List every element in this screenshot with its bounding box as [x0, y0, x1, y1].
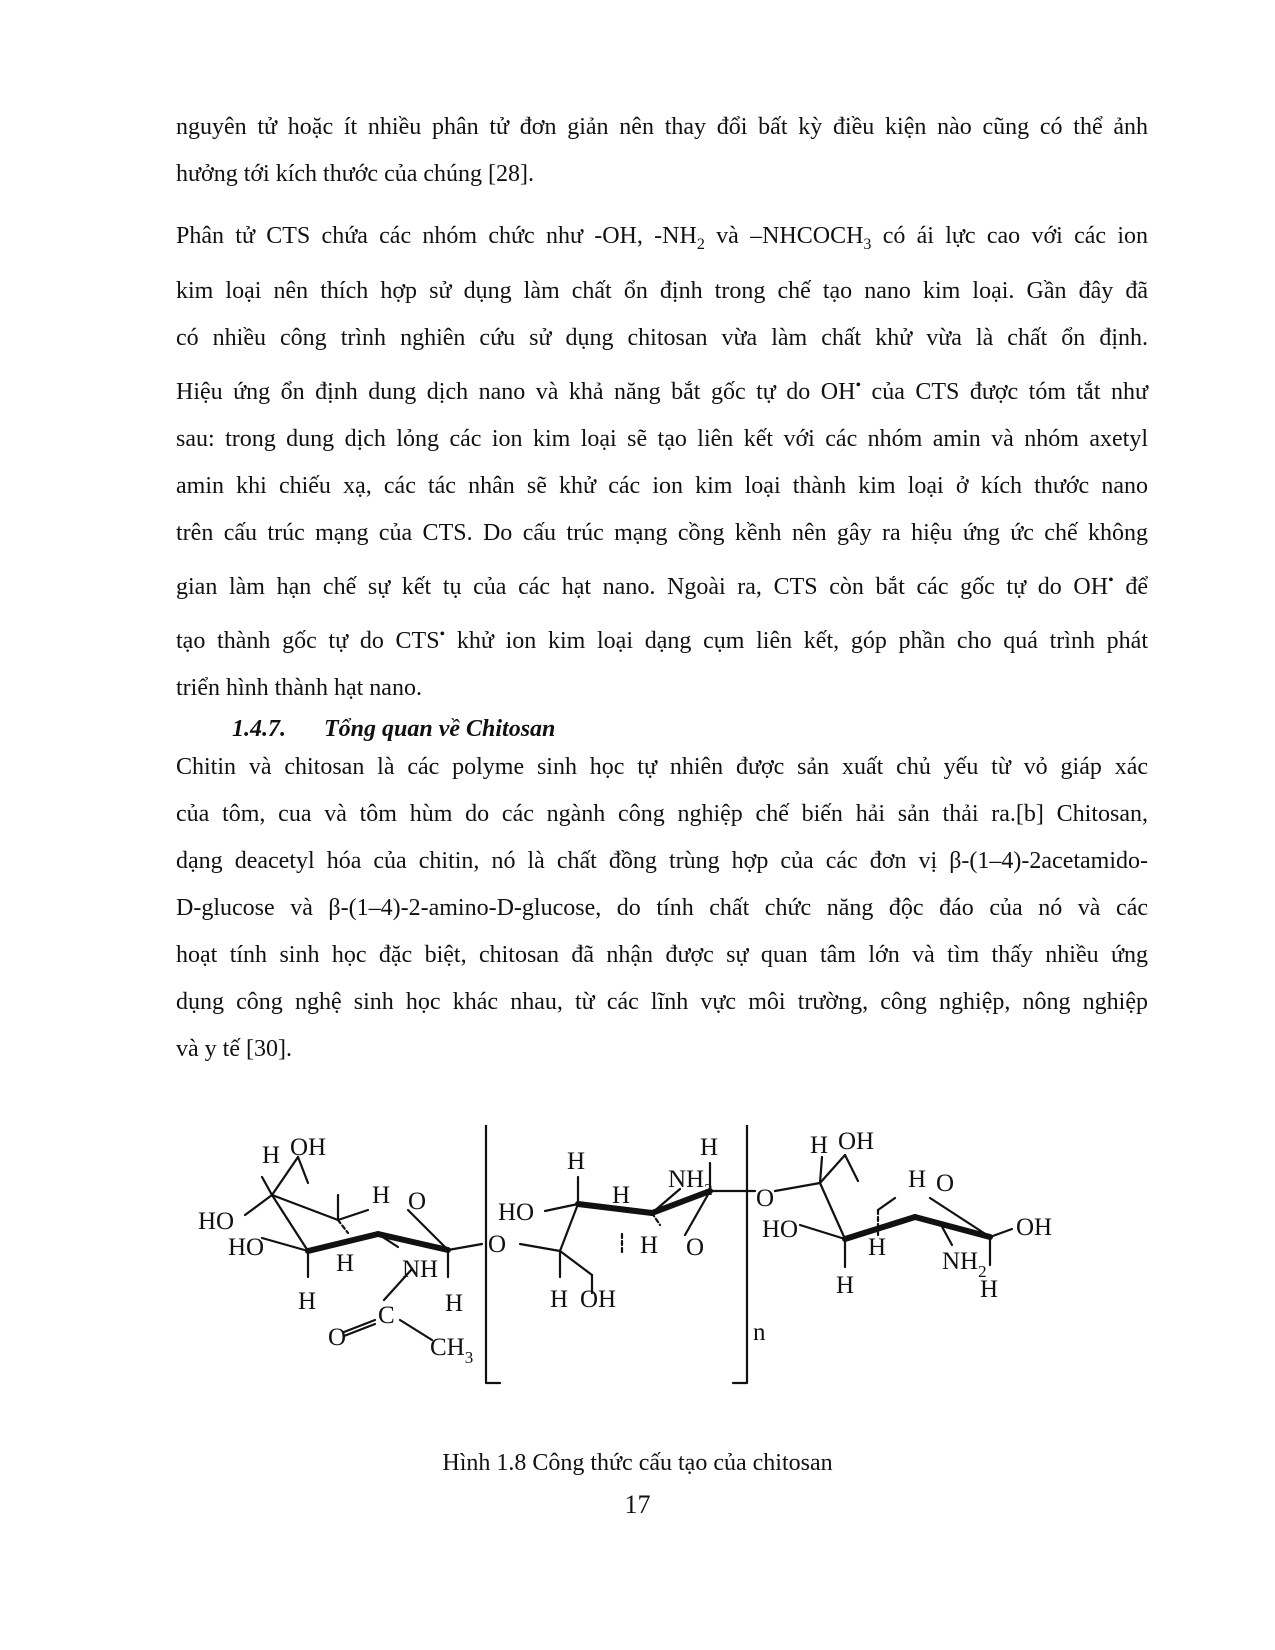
atom-label: HO [762, 1216, 799, 1243]
section-heading [232, 712, 555, 746]
text-line: hưởng tới kích thước của chúng [28]. [176, 161, 535, 187]
chitosan-structure-figure [190, 1125, 1120, 1425]
text-line: sau: trong dung dịch lỏng các ion kim loại sẽ tạo liên kết với các nhóm amin và nhóm axetyl [176, 425, 1148, 452]
atom-label: $NH_2$ [942, 1248, 987, 1281]
text-line: dụng công nghệ sinh học khác nhau, từ các lĩnh vực môi trường, công nghiệp, nông nghiệp [176, 989, 1148, 1015]
atom-label: H [700, 1134, 719, 1161]
paragraph-chitosan-overview [176, 744, 1148, 1073]
text-line: tạo thành gốc tự do CTS• khử ion kim loại dạng cụm liên kết, góp phần cho quá trình phát [176, 625, 1149, 654]
atom-label: OH [290, 1134, 327, 1161]
atom-label: O [686, 1234, 705, 1261]
atom-label: H [868, 1234, 887, 1261]
text-line: trên cấu trúc mạng của CTS. Do cấu trúc mạng cồng kềnh nên gây ra hiệu ứng ức chế không [176, 519, 1148, 546]
text-line: triển hình thành hạt nano. [176, 674, 422, 701]
section-number: 1.4.7. [232, 716, 286, 742]
atom-label: H [567, 1148, 586, 1175]
atom-label: HO [498, 1199, 535, 1226]
atom-label: HO [228, 1234, 265, 1261]
atom-label: HO [198, 1208, 235, 1235]
atom-label: OH [580, 1286, 617, 1313]
atom-label: H [372, 1182, 391, 1209]
paragraph-intro [176, 104, 1148, 198]
text-line: amin khi chiếu xạ, các tác nhân sẽ khử các ion kim loại thành kim loại ở kích thước nano [176, 472, 1148, 499]
atom-label: O [936, 1170, 955, 1197]
atom-label: O [756, 1185, 775, 1212]
atom-label: H [640, 1232, 659, 1259]
text-line: Chitin và chitosan là các polyme sinh học tự nhiên được sản xuất chủ yếu từ vỏ giáp xác [176, 754, 1148, 780]
text-line: D-glucose và β-(1–4)-2-amino-D-glucose, do tính chất chức năng độc đáo của nó và các [176, 895, 1148, 921]
text-line: dạng deacetyl hóa của chitin, nó là chất đồng trùng hợp của các đơn vị β-(1–4)-2acetamido- [176, 848, 1148, 874]
atom-label: H [262, 1142, 281, 1169]
figure-caption: Hình 1.8 Công thức cấu tạo của chitosan [442, 1450, 833, 1476]
text-line: và y tế [30]. [176, 1036, 292, 1062]
atom-label: C [378, 1302, 395, 1329]
atom-label: H [550, 1286, 569, 1313]
paragraph-cts-stabilization [176, 213, 1148, 712]
atom-label: NH [402, 1256, 439, 1283]
atom-label: H [445, 1290, 464, 1317]
atom-label: OH [1016, 1214, 1053, 1241]
atom-label: H [336, 1250, 355, 1277]
right-repeat-bracket [733, 1125, 747, 1383]
atom-label: H [298, 1288, 317, 1315]
text-line: gian làm hạn chế sự kết tụ của các hạt nano. Ngoài ra, CTS còn bắt các gốc tự do OH• để [176, 571, 1148, 600]
atom-label: H [980, 1276, 999, 1303]
text-line: Hiệu ứng ổn định dung dịch nano và khả năng bắt gốc tự do OH• của CTS được tóm tắt như [176, 376, 1148, 405]
atom-label: H [836, 1272, 855, 1299]
text-line: hoạt tính sinh học đặc biệt, chitosan đã nhận được sự quan tâm lớn và tìm thấy nhiều ứng [176, 942, 1148, 968]
text-line: của tôm, cua và tôm hùm do các ngành công nghiệp chế biến hải sản thải ra.[b] Chitosan, [176, 801, 1148, 827]
atom-label: OH [838, 1128, 875, 1155]
text-line: kim loại nên thích hợp sử dụng làm chất ổn định trong chế tạo nano kim loại. Gần đây đã [176, 277, 1148, 304]
atom-label: O [408, 1188, 427, 1215]
repeat-index-label: n [753, 1319, 766, 1346]
text-line: nguyên tử hoặc ít nhiều phân tử đơn giản nên thay đổi bất kỳ điều kiện nào cũng có thể ảnh [176, 114, 1148, 140]
atom-label: $NH_2$ [668, 1166, 713, 1199]
atom-label: $CH_3$ [430, 1334, 474, 1367]
atom-label: H [908, 1166, 927, 1193]
atom-label: H [810, 1132, 829, 1159]
text-line: có nhiều công trình nghiên cứu sử dụng chitosan vừa làm chất khử vừa là chất ổn định. [176, 324, 1148, 351]
chitosan-structure-diagram [190, 1125, 1120, 1425]
atom-label: O [488, 1231, 507, 1258]
text-line: Phân tử CTS chứa các nhóm chức như -OH, $-NH_2$ và $-NHCOCH_3$ có ái lực cao với các ion [176, 223, 1149, 253]
section-title: Tổng quan về Chitosan [324, 716, 556, 742]
page-number: 17 [624, 1490, 651, 1519]
atom-label: O [328, 1324, 347, 1351]
atom-label: H [612, 1182, 631, 1209]
